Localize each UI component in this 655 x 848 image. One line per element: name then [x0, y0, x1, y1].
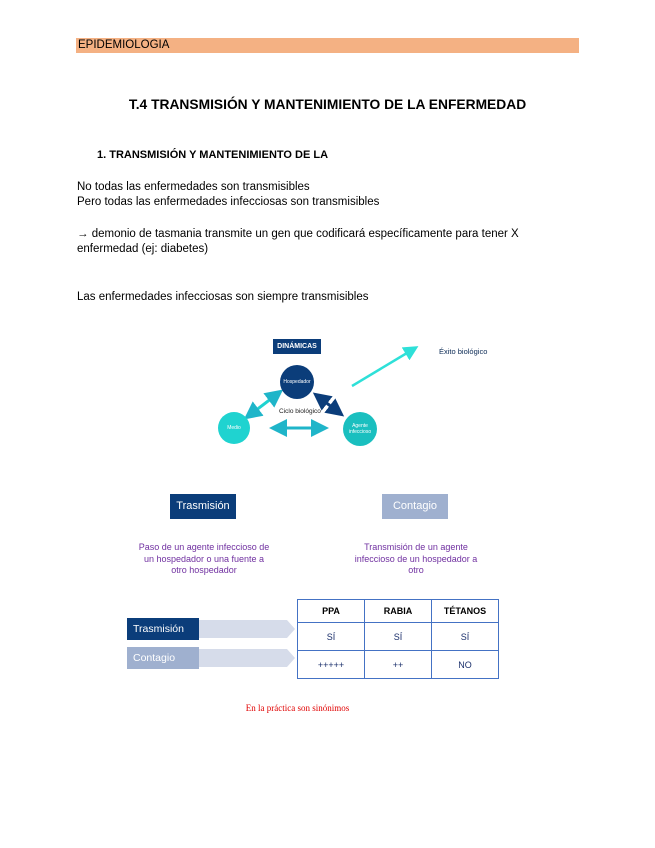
- table-cell: ++: [365, 651, 432, 679]
- transmission-bar-arrow: [193, 620, 295, 638]
- dynamics-label: DINÁMICAS: [273, 339, 321, 354]
- contagion-pill: Contagio: [382, 494, 448, 519]
- table-row: [298, 623, 499, 651]
- host-node: Hospedador: [280, 365, 314, 399]
- paragraph-1: No todas las enfermedades son transmisibles: [77, 181, 310, 193]
- row-label-transmission: Trasmisión: [127, 618, 199, 640]
- col-header: RABIA: [365, 600, 432, 623]
- col-header: TÉTANOS: [432, 600, 499, 623]
- table-row: [298, 651, 499, 679]
- agent-node: Agente infeccioso: [343, 412, 377, 446]
- section-heading: 1. TRANSMISIÓN Y MANTENIMIENTO DE LA: [97, 149, 329, 161]
- table-cell: NO: [432, 651, 499, 679]
- paragraph-3b: enfermedad (ej: diabetes): [77, 243, 209, 255]
- host-agent-arrow: [320, 398, 337, 411]
- table-cell: SÍ: [298, 623, 365, 651]
- page-title: T.4 TRANSMISIÓN Y MANTENIMIENTO DE LA ENFERMEDAD: [128, 97, 527, 112]
- contagion-definition: Transmisión de un agente infeccioso de un hospedador a otro: [354, 542, 478, 575]
- paragraph-3a: → demonio de tasmania transmite un gen que codificará específicamente para tener X: [77, 228, 519, 240]
- env-host-arrow: [251, 395, 276, 414]
- success-arrow: [352, 350, 412, 386]
- comparison-table: [297, 599, 499, 679]
- col-header: PPA: [298, 600, 365, 623]
- table-cell: +++++: [298, 651, 365, 679]
- success-label: Éxito biológico: [439, 347, 488, 356]
- table-cell: SÍ: [432, 623, 499, 651]
- transmission-pill: Trasmisión: [170, 494, 236, 519]
- paragraph-4: Las enfermedades infecciosas son siempre transmisibles: [77, 291, 369, 303]
- table-cell: SÍ: [365, 623, 432, 651]
- row-label-contagion: Contagio: [127, 647, 199, 669]
- transmission-definition: Paso de un agente infeccioso de un hospedador o una fuente a otro hospedador: [138, 542, 270, 575]
- contagion-bar-arrow: [193, 649, 295, 667]
- paragraph-2: Pero todas las enfermedades infecciosas son transmisibles: [77, 196, 380, 208]
- footnote: En la práctica son sinónimos: [245, 703, 350, 713]
- cycle-label: Ciclo biológico: [279, 408, 321, 415]
- header-subject: EPIDEMIOLOGIA: [78, 39, 170, 51]
- environment-node: Medio: [218, 412, 250, 444]
